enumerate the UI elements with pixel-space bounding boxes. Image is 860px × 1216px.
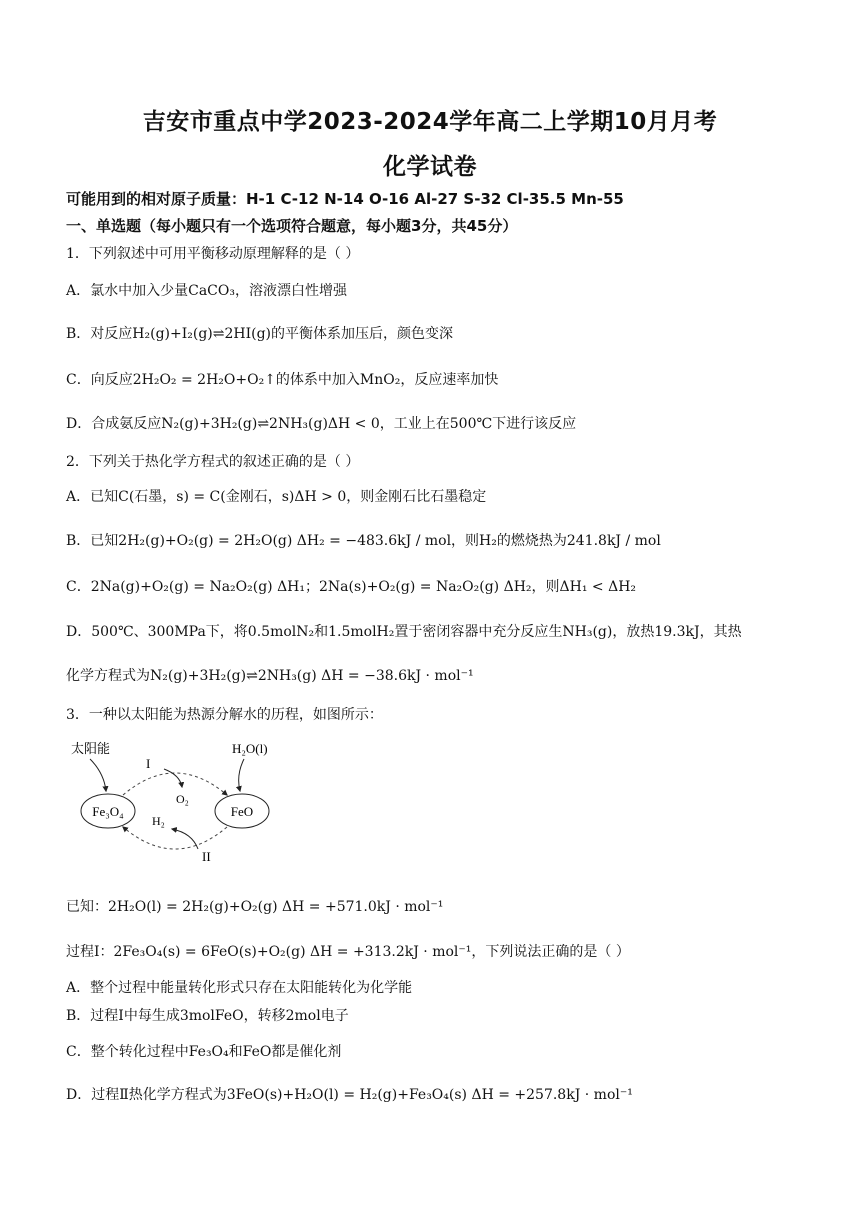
q2-option-d-continued: 化学方程式为N₂(g)+3H₂(g)⇌2NH₃(g) ΔH = −38.6kJ · mol⁻¹ xyxy=(66,668,474,684)
q2-option-b: B．已知2H₂(g)+O₂(g) = 2H₂O(g) ΔH₂ = −483.6kJ / mol，则H₂的燃烧热为241.8kJ / mol xyxy=(66,533,661,549)
exam-subtitle: 化学试卷 xyxy=(383,154,477,180)
h2-label: H₂ xyxy=(152,814,165,828)
water-splitting-cycle-diagram xyxy=(68,733,283,870)
sun-energy-label: 太阳能 xyxy=(71,741,111,756)
step-ii-label: II xyxy=(202,849,211,864)
q2-option-c: C．2Na(g)+O₂(g) = Na₂O₂(g) ΔH₁；2Na(s)+O₂(g) = Na₂O₂(g) ΔH₂，则ΔH₁ < ΔH₂ xyxy=(66,579,637,595)
q3-option-c: C．整个转化过程中Fe₃O₄和FeO都是催化剂 xyxy=(66,1044,342,1060)
q1-stem: 1．下列叙述中可用平衡移动原理解释的是（ ） xyxy=(66,246,360,262)
q2-option-d: D．500℃、300MPa下，将0.5molN₂和1.5molH₂置于密闭容器中充分反应生NH₃(g)，放热19.3kJ，其热 xyxy=(66,624,742,640)
q1-option-a: A．氯水中加入少量CaCO₃，溶液漂白性增强 xyxy=(66,283,347,299)
section-heading: 一、单选题（每小题只有一个选项符合题意，每小题3分，共45分） xyxy=(66,217,518,235)
fe3o4-label: Fe₃O₄ xyxy=(92,804,124,819)
q3-option-d: D．过程Ⅱ热化学方程式为3FeO(s)+H₂O(l) = H₂(g)+Fe₃O₄(s) ΔH = +257.8kJ · mol⁻¹ xyxy=(66,1087,633,1103)
q1-option-c: C．向反应2H₂O₂ = 2H₂O+O₂↑的体系中加入MnO₂，反应速率加快 xyxy=(66,372,499,388)
q1-option-b: B．对反应H₂(g)+I₂(g)⇌2HI(g)的平衡体系加压后，颜色变深 xyxy=(66,326,454,342)
q2-option-a: A．已知C(石墨，s) = C(金刚石，s)ΔH > 0，则金刚石比石墨稳定 xyxy=(66,489,487,505)
process-i-arc xyxy=(123,773,227,795)
process-ii-arc xyxy=(123,827,227,849)
step-i-label: I xyxy=(146,756,151,771)
sun-arrow xyxy=(90,759,106,791)
q3-option-b: B．过程Ⅰ中每生成3molFeO，转移2mol电子 xyxy=(66,1008,349,1024)
water-label: H₂O(l) xyxy=(232,741,268,756)
o2-arrow xyxy=(164,769,182,787)
o2-label: O₂ xyxy=(176,792,189,806)
q1-option-d: D．合成氨反应N₂(g)+3H₂(g)⇌2NH₃(g)ΔH < 0，工业上在500℃下进行该反应 xyxy=(66,416,577,432)
q2-stem: 2．下列关于热化学方程式的叙述正确的是（ ） xyxy=(66,454,360,470)
q3-option-a: A．整个过程中能量转化形式只存在太阳能转化为化学能 xyxy=(66,980,413,996)
q3-given-2: 过程Ⅰ：2Fe₃O₄(s) = 6FeO(s)+O₂(g) ΔH = +313.2kJ · mol⁻¹，下列说法正确的是（ ） xyxy=(66,944,630,960)
feo-label: FeO xyxy=(230,804,254,819)
q3-stem: 3．一种以太阳能为热源分解水的历程，如图所示： xyxy=(66,707,383,723)
q3-given-1: 已知：2H₂O(l) = 2H₂(g)+O₂(g) ΔH = +571.0kJ · mol⁻¹ xyxy=(66,899,444,915)
water-arrow xyxy=(239,759,244,791)
exam-title: 吉安市重点中学2023-2024学年高二上学期10月月考 xyxy=(142,109,718,135)
atomic-masses: 可能用到的相对原子质量：H-1 C-12 N-14 O-16 Al-27 S-32 Cl-35.5 Mn-55 xyxy=(66,190,624,208)
